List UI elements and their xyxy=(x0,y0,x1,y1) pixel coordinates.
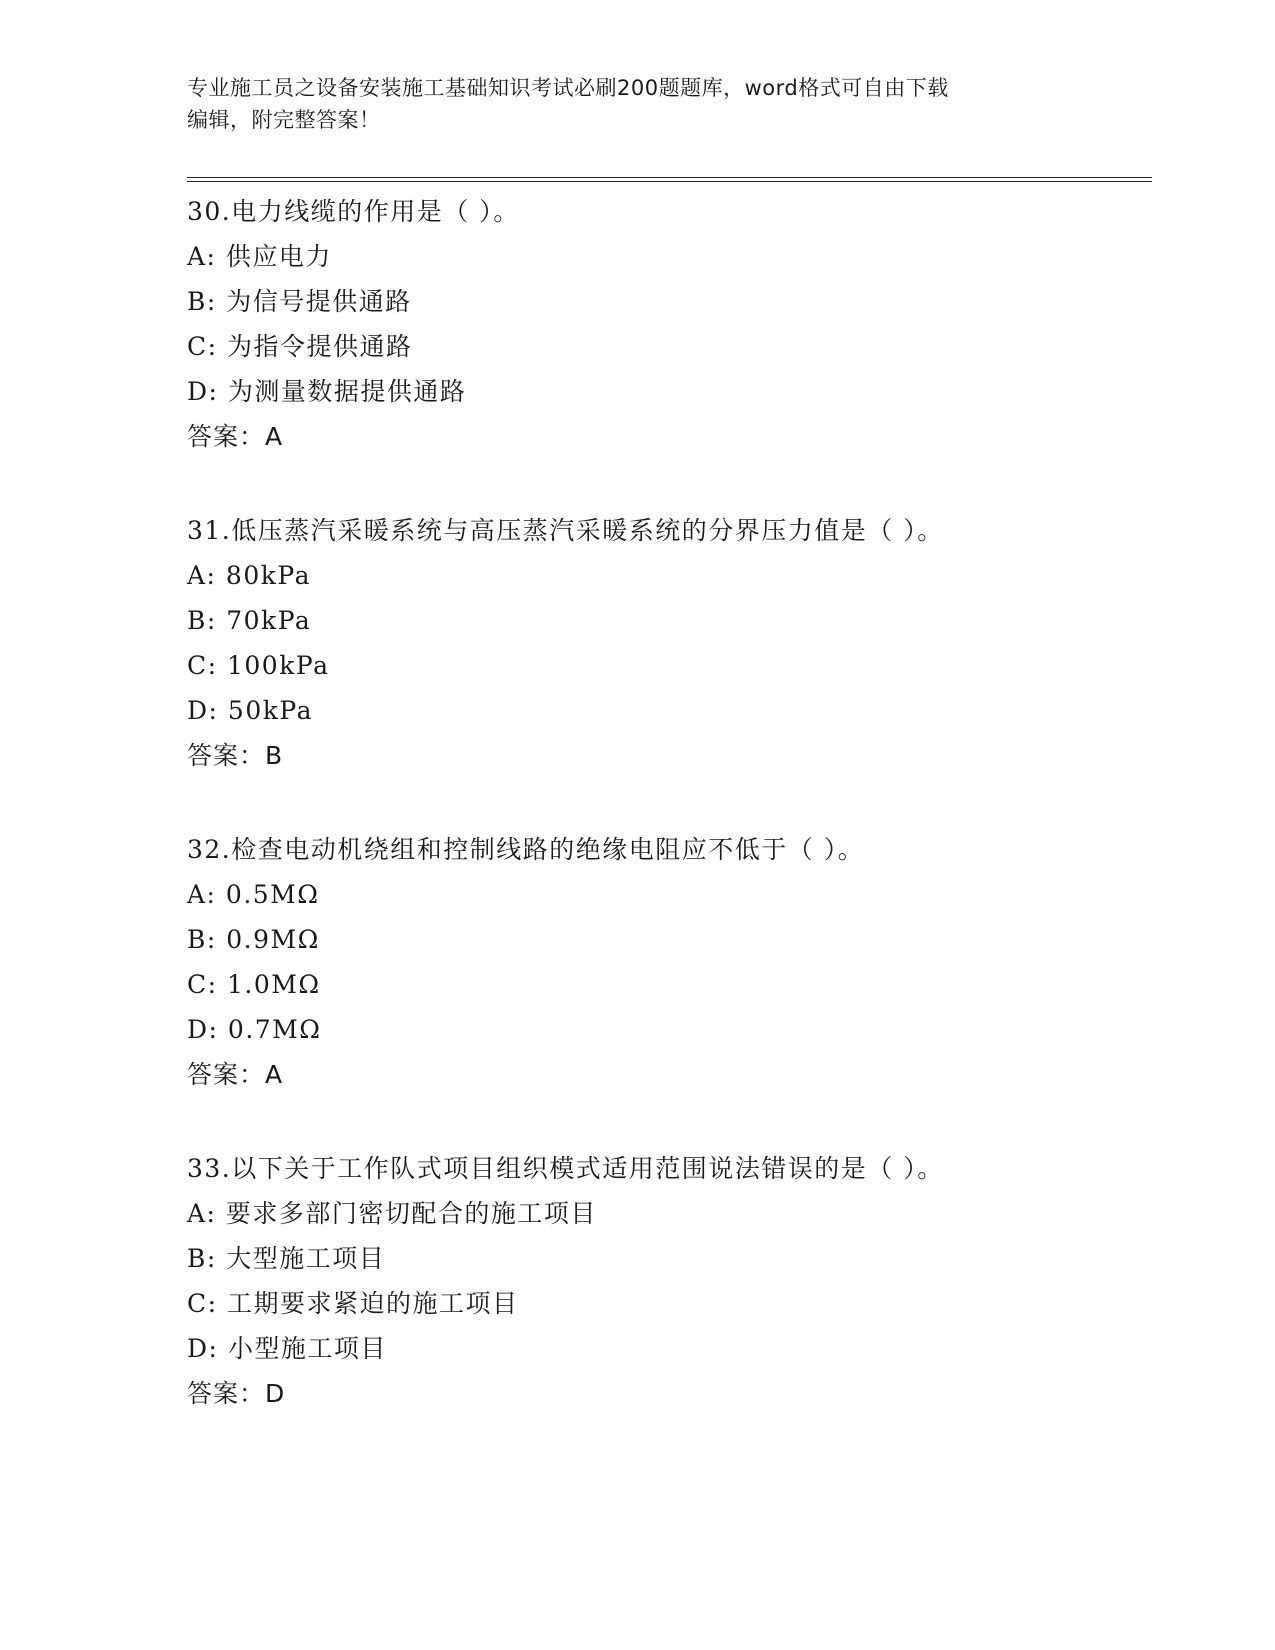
answer-label: 答案：B xyxy=(187,741,284,770)
option-c: C: 1.0MΩ xyxy=(187,970,321,999)
answer-label: 答案：A xyxy=(187,422,284,451)
option-a: A: 供应电力 xyxy=(187,242,332,271)
option-d: D: 0.7MΩ xyxy=(187,1015,322,1044)
option-c: C: 100kPa xyxy=(187,651,330,680)
question-31 xyxy=(187,508,1147,778)
header-line-2: 编辑，附完整答案！ xyxy=(187,108,381,132)
question-stem: 32.检查电动机绕组和控制线路的绝缘电阻应不低于（ ）。 xyxy=(187,835,865,864)
question-stem: 30.电力线缆的作用是（ ）。 xyxy=(187,197,520,226)
answer-label: 答案：D xyxy=(187,1379,286,1408)
option-c: C: 工期要求紧迫的施工项目 xyxy=(187,1289,519,1318)
option-b: B: 大型施工项目 xyxy=(187,1244,386,1273)
header-divider xyxy=(187,177,1152,182)
question-stem: 31.低压蒸汽采暖系统与高压蒸汽采暖系统的分界压力值是（ ）。 xyxy=(187,516,944,545)
option-d: D: 50kPa xyxy=(187,696,313,725)
question-stem: 33.以下关于工作队式项目组织模式适用范围说法错误的是（ ）。 xyxy=(187,1154,944,1183)
option-a: A: 80kPa xyxy=(187,561,311,590)
option-b: B: 0.9MΩ xyxy=(187,925,320,954)
option-b: B: 为信号提供通路 xyxy=(187,287,412,316)
document-header xyxy=(187,72,1087,136)
answer-label: 答案：A xyxy=(187,1060,284,1089)
question-32 xyxy=(187,827,1147,1097)
option-d: D: 为测量数据提供通路 xyxy=(187,377,467,406)
option-c: C: 为指令提供通路 xyxy=(187,332,413,361)
option-a: A: 要求多部门密切配合的施工项目 xyxy=(187,1199,597,1228)
option-d: D: 小型施工项目 xyxy=(187,1334,387,1363)
question-33 xyxy=(187,1146,1147,1416)
header-line-1: 专业施工员之设备安装施工基础知识考试必刷200题题库，word格式可自由下载 xyxy=(187,76,949,100)
option-b: B: 70kPa xyxy=(187,606,312,635)
option-a: A: 0.5MΩ xyxy=(187,880,320,909)
question-30 xyxy=(187,189,1147,459)
